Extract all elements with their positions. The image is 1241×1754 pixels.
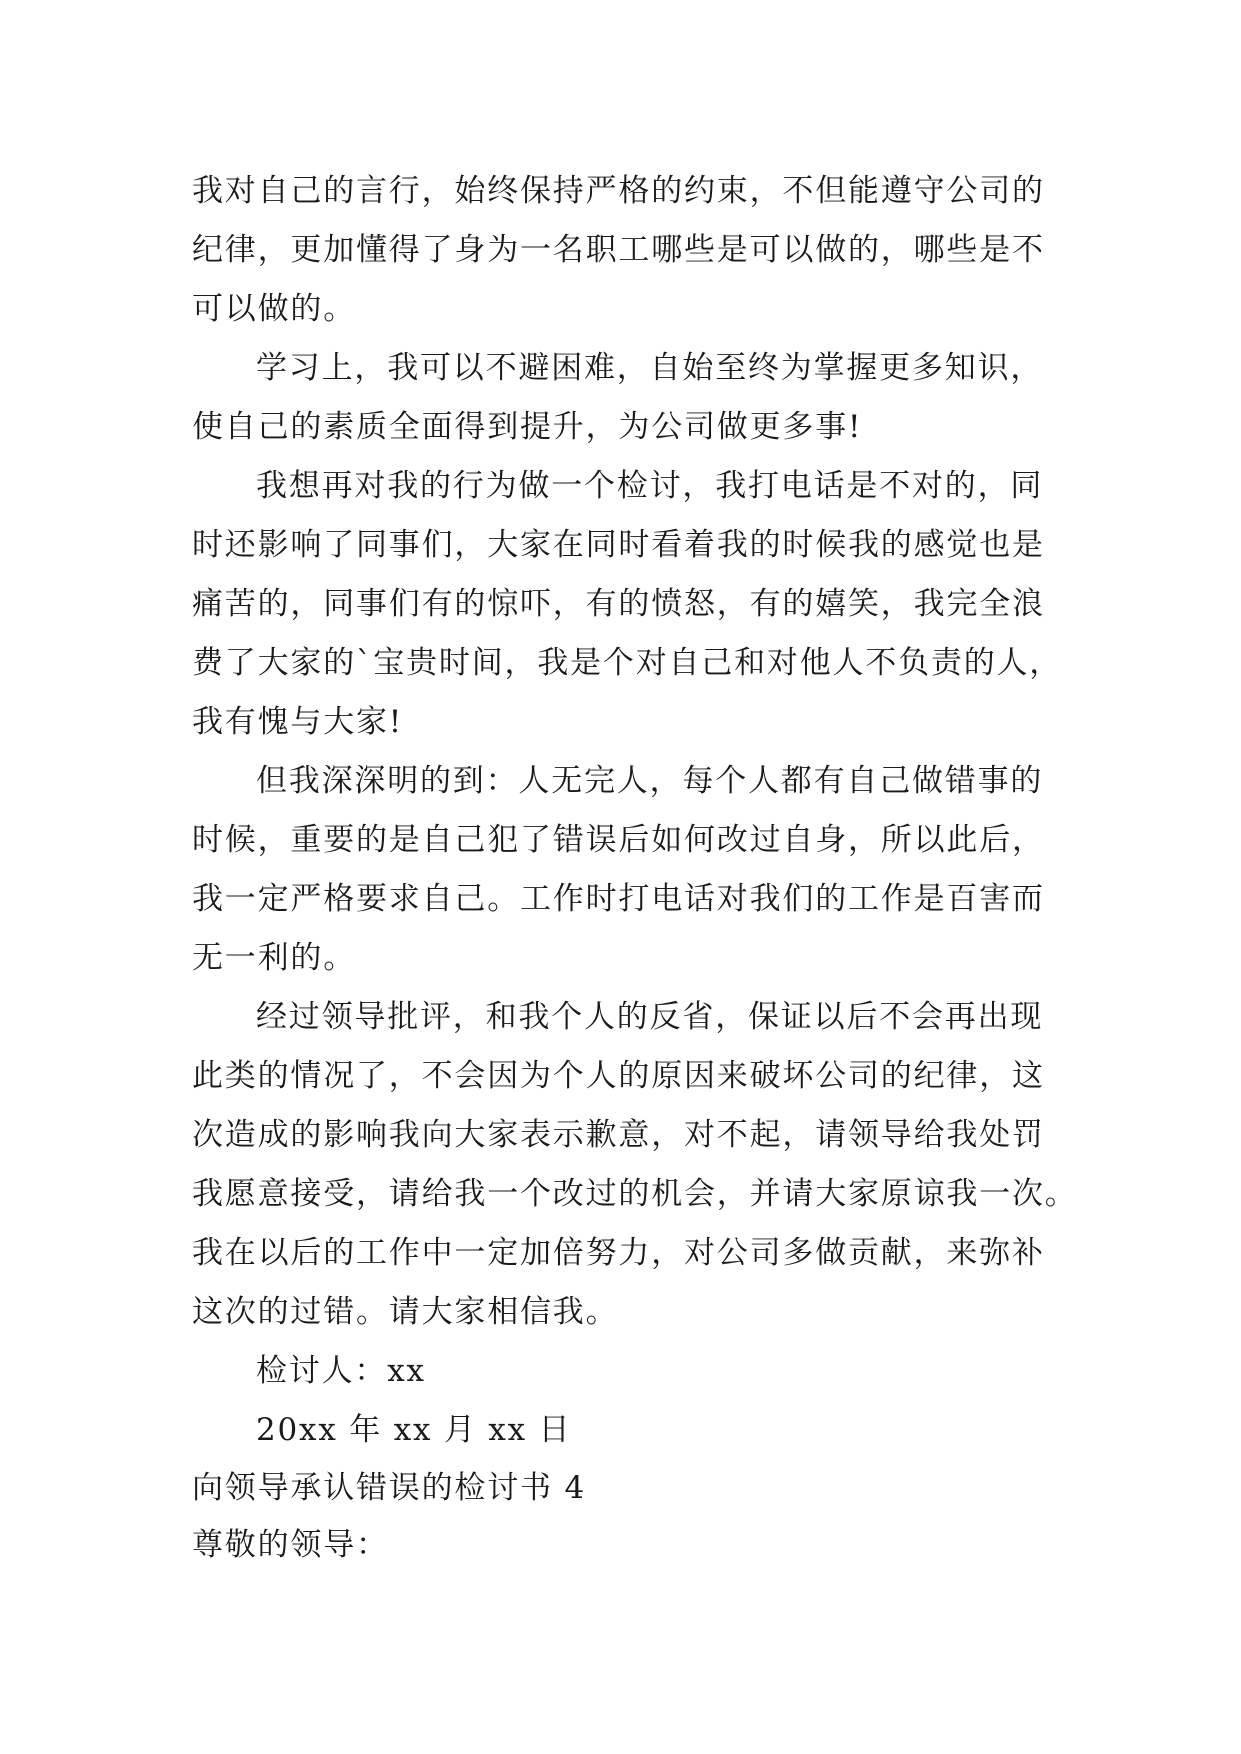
- text-line: 但我深深明的到：人无完人，每个人都有自己做错事的: [256, 763, 1044, 799]
- date: 20xx 年 xx 月 xx 日: [256, 1412, 572, 1448]
- text-line: 我对自己的言行，始终保持严格的约束，不但能遵守公司的: [192, 173, 1045, 209]
- text-line: 时候，重要的是自己犯了错误后如何改过自身，所以此后，: [192, 822, 1045, 858]
- text-line: 可以做的。: [192, 291, 356, 327]
- text-line: 我想再对我的行为做一个检讨，我打电话是不对的，同: [256, 468, 1044, 504]
- text-line: 次造成的影响我向大家表示歉意，对不起，请领导给我处罚: [192, 1117, 1045, 1153]
- document-body: [192, 162, 1078, 1574]
- text-line: 痛苦的，同事们有的惊吓，有的愤怒，有的嬉笑，我完全浪: [192, 586, 1045, 622]
- salutation: 尊敬的领导：: [192, 1527, 389, 1563]
- text-line: 我有愧与大家!: [192, 704, 404, 740]
- text-line: 我在以后的工作中一定加倍努力，对公司多做贡献，来弥补: [192, 1235, 1045, 1271]
- text-line: 学习上，我可以不避困难，自始至终为掌握更多知识，: [256, 350, 1044, 386]
- text-line: 无一利的。: [192, 940, 356, 976]
- text-line: 这次的过错。请大家相信我。: [192, 1294, 619, 1330]
- text-line: 费了大家的`宝贵时间，我是个对自己和对他人不负责的人，: [192, 645, 1063, 681]
- text-line: 纪律，更加懂得了身为一名职工哪些是可以做的，哪些是不: [192, 232, 1045, 268]
- signature: 检讨人：xx: [256, 1353, 426, 1389]
- text-line: 时还影响了同事们，大家在同时看着我的时候我的感觉也是: [192, 527, 1045, 563]
- section-title: 向领导承认错误的检讨书 4: [192, 1470, 586, 1506]
- text-line: 我一定严格要求自己。工作时打电话对我们的工作是百害而: [192, 881, 1045, 917]
- text-line: 经过领导批评，和我个人的反省，保证以后不会再出现: [256, 999, 1044, 1035]
- text-line: 使自己的素质全面得到提升，为公司做更多事!: [192, 409, 863, 445]
- text-line: 我愿意接受，请给我一个改过的机会，并请大家原谅我一次。: [192, 1176, 1078, 1212]
- text-line: 此类的情况了，不会因为个人的原因来破坏公司的纪律，这: [192, 1058, 1045, 1094]
